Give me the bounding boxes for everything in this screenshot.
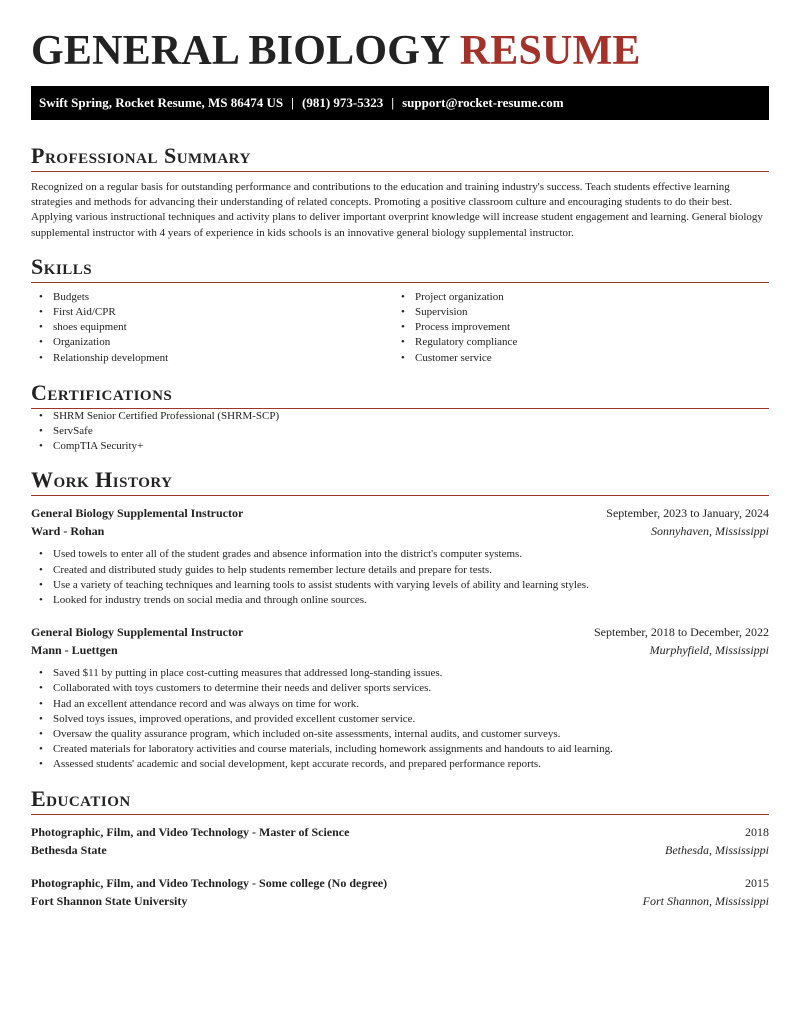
title-accent: RESUME (459, 28, 641, 74)
skills-list-right (393, 290, 755, 366)
skills-section (31, 254, 769, 366)
education-degree-row (31, 874, 769, 892)
work-history-section (31, 467, 769, 772)
job-duty: • Had an excellent attendance record and was always on time for work. (31, 697, 769, 712)
certification-item: • ServSafe (31, 424, 769, 439)
contact-email: support@rocket-resume.com (402, 95, 564, 110)
contact-address: Swift Spring, Rocket Resume, MS 86474 US (39, 95, 284, 110)
skill-item: • Process improvement (393, 320, 755, 335)
job-duty: • Created materials for laboratory activities and course materials, including homework assignments and handouts to aid learning. (31, 742, 769, 757)
job-duties-list (31, 547, 769, 608)
resume-title (31, 0, 769, 80)
certification-item: • SHRM Senior Certified Professional (SHRM-SCP) (31, 409, 769, 424)
job-company: Ward - Rohan (31, 524, 105, 539)
skills-list-left (31, 290, 393, 366)
education-degree-row (31, 823, 769, 841)
skill-item: • shoes equipment (31, 320, 393, 335)
job-duty: • Created and distributed study guides to help students remember lecture details and prepare for tests. (31, 563, 769, 578)
education-school: Fort Shannon State University (31, 893, 188, 908)
job-company: Mann - Luettgen (31, 643, 118, 658)
section-heading-certifications: Certifications (31, 380, 769, 409)
job-title-row (31, 623, 769, 641)
education-school-row (31, 892, 769, 910)
job-dates: September, 2018 to December, 2022 (594, 625, 769, 640)
job-duty: • Assessed students' academic and social development, kept accurate records, and prepared performance reports. (31, 757, 769, 772)
section-heading-work-history: Work History (31, 467, 769, 496)
education-location: Bethesda, Mississippi (665, 842, 769, 857)
certifications-list (31, 409, 769, 455)
contact-separator: | (291, 95, 294, 110)
job-duty: • Collaborated with toys customers to determine their needs and deliver sports services. (31, 681, 769, 696)
job-duty: • Looked for industry trends on social media and through online sources. (31, 593, 769, 608)
job-duties-list (31, 666, 769, 772)
education-section (31, 786, 769, 910)
skill-item: • Budgets (31, 290, 393, 305)
contact-bar (31, 86, 769, 120)
job-duty: • Oversaw the quality assurance program, which included on-site assessments, internal audits, and customer surveys. (31, 727, 769, 742)
education-degree: Photographic, Film, and Video Technology - Some college (No degree) (31, 875, 388, 890)
education-location: Fort Shannon, Mississippi (642, 893, 769, 908)
skill-item: • Supervision (393, 305, 755, 320)
job-title: General Biology Supplemental Instructor (31, 625, 244, 640)
job-location: Sonnyhaven, Mississippi (651, 524, 769, 539)
education-school-row (31, 841, 769, 859)
skill-item: • Relationship development (31, 351, 393, 366)
job-entry (31, 623, 769, 772)
skill-item: • Project organization (393, 290, 755, 305)
education-year: 2015 (745, 875, 769, 890)
job-duty: • Use a variety of teaching techniques and learning tools to assist students with varying levels of ability and learning styles. (31, 578, 769, 593)
skill-item: • First Aid/CPR (31, 305, 393, 320)
job-title-row (31, 504, 769, 522)
section-heading-skills: Skills (31, 254, 769, 283)
contact-separator: | (391, 95, 395, 110)
section-heading-education: Education (31, 786, 769, 815)
contact-phone: (981) 973-5323 (302, 95, 384, 110)
skills-columns (31, 290, 769, 366)
skill-item: • Customer service (393, 351, 755, 366)
education-year: 2018 (745, 824, 769, 839)
title-main: GENERAL BIOLOGY (31, 28, 450, 74)
job-duty: • Solved toys issues, improved operations, and provided excellent customer service. (31, 712, 769, 727)
education-entry (31, 823, 769, 859)
job-dates: September, 2023 to January, 2024 (606, 506, 769, 521)
section-heading-summary: Professional Summary (31, 143, 769, 172)
education-degree: Photographic, Film, and Video Technology - Master of Science (31, 824, 350, 839)
job-company-row (31, 641, 769, 659)
job-duty: • Saved $11 by putting in place cost-cutting measures that addressed long-standing issues. (31, 666, 769, 681)
job-company-row (31, 522, 769, 540)
education-entry (31, 874, 769, 910)
job-location: Murphyfield, Mississippi (649, 643, 769, 658)
summary-section (31, 143, 769, 241)
job-entry (31, 504, 769, 608)
skill-item: • Organization (31, 335, 393, 350)
skill-item: • Regulatory compliance (393, 335, 755, 350)
job-duty: • Used towels to enter all of the student grades and absence information into the district's computer systems. (31, 547, 769, 562)
summary-text: Recognized on a regular basis for outstanding performance and contributions to the education and training industry's success. Teach students effective learning strategies and methods for advancing their understanding of related concepts. Promoting a positive classroom culture and encouraging students to do their best. Applying various instructional techniques and activity plans to deliver important overprint knowledge will increase student engagement and learning. General biology supplemental instructor with 4 years of experience in kids schools is an innovative general biology supplemental instructor. (31, 181, 763, 239)
job-title: General Biology Supplemental Instructor (31, 506, 244, 521)
certification-item: • CompTIA Security+ (31, 439, 769, 454)
certifications-section (31, 380, 769, 455)
education-school: Bethesda State (31, 842, 107, 857)
